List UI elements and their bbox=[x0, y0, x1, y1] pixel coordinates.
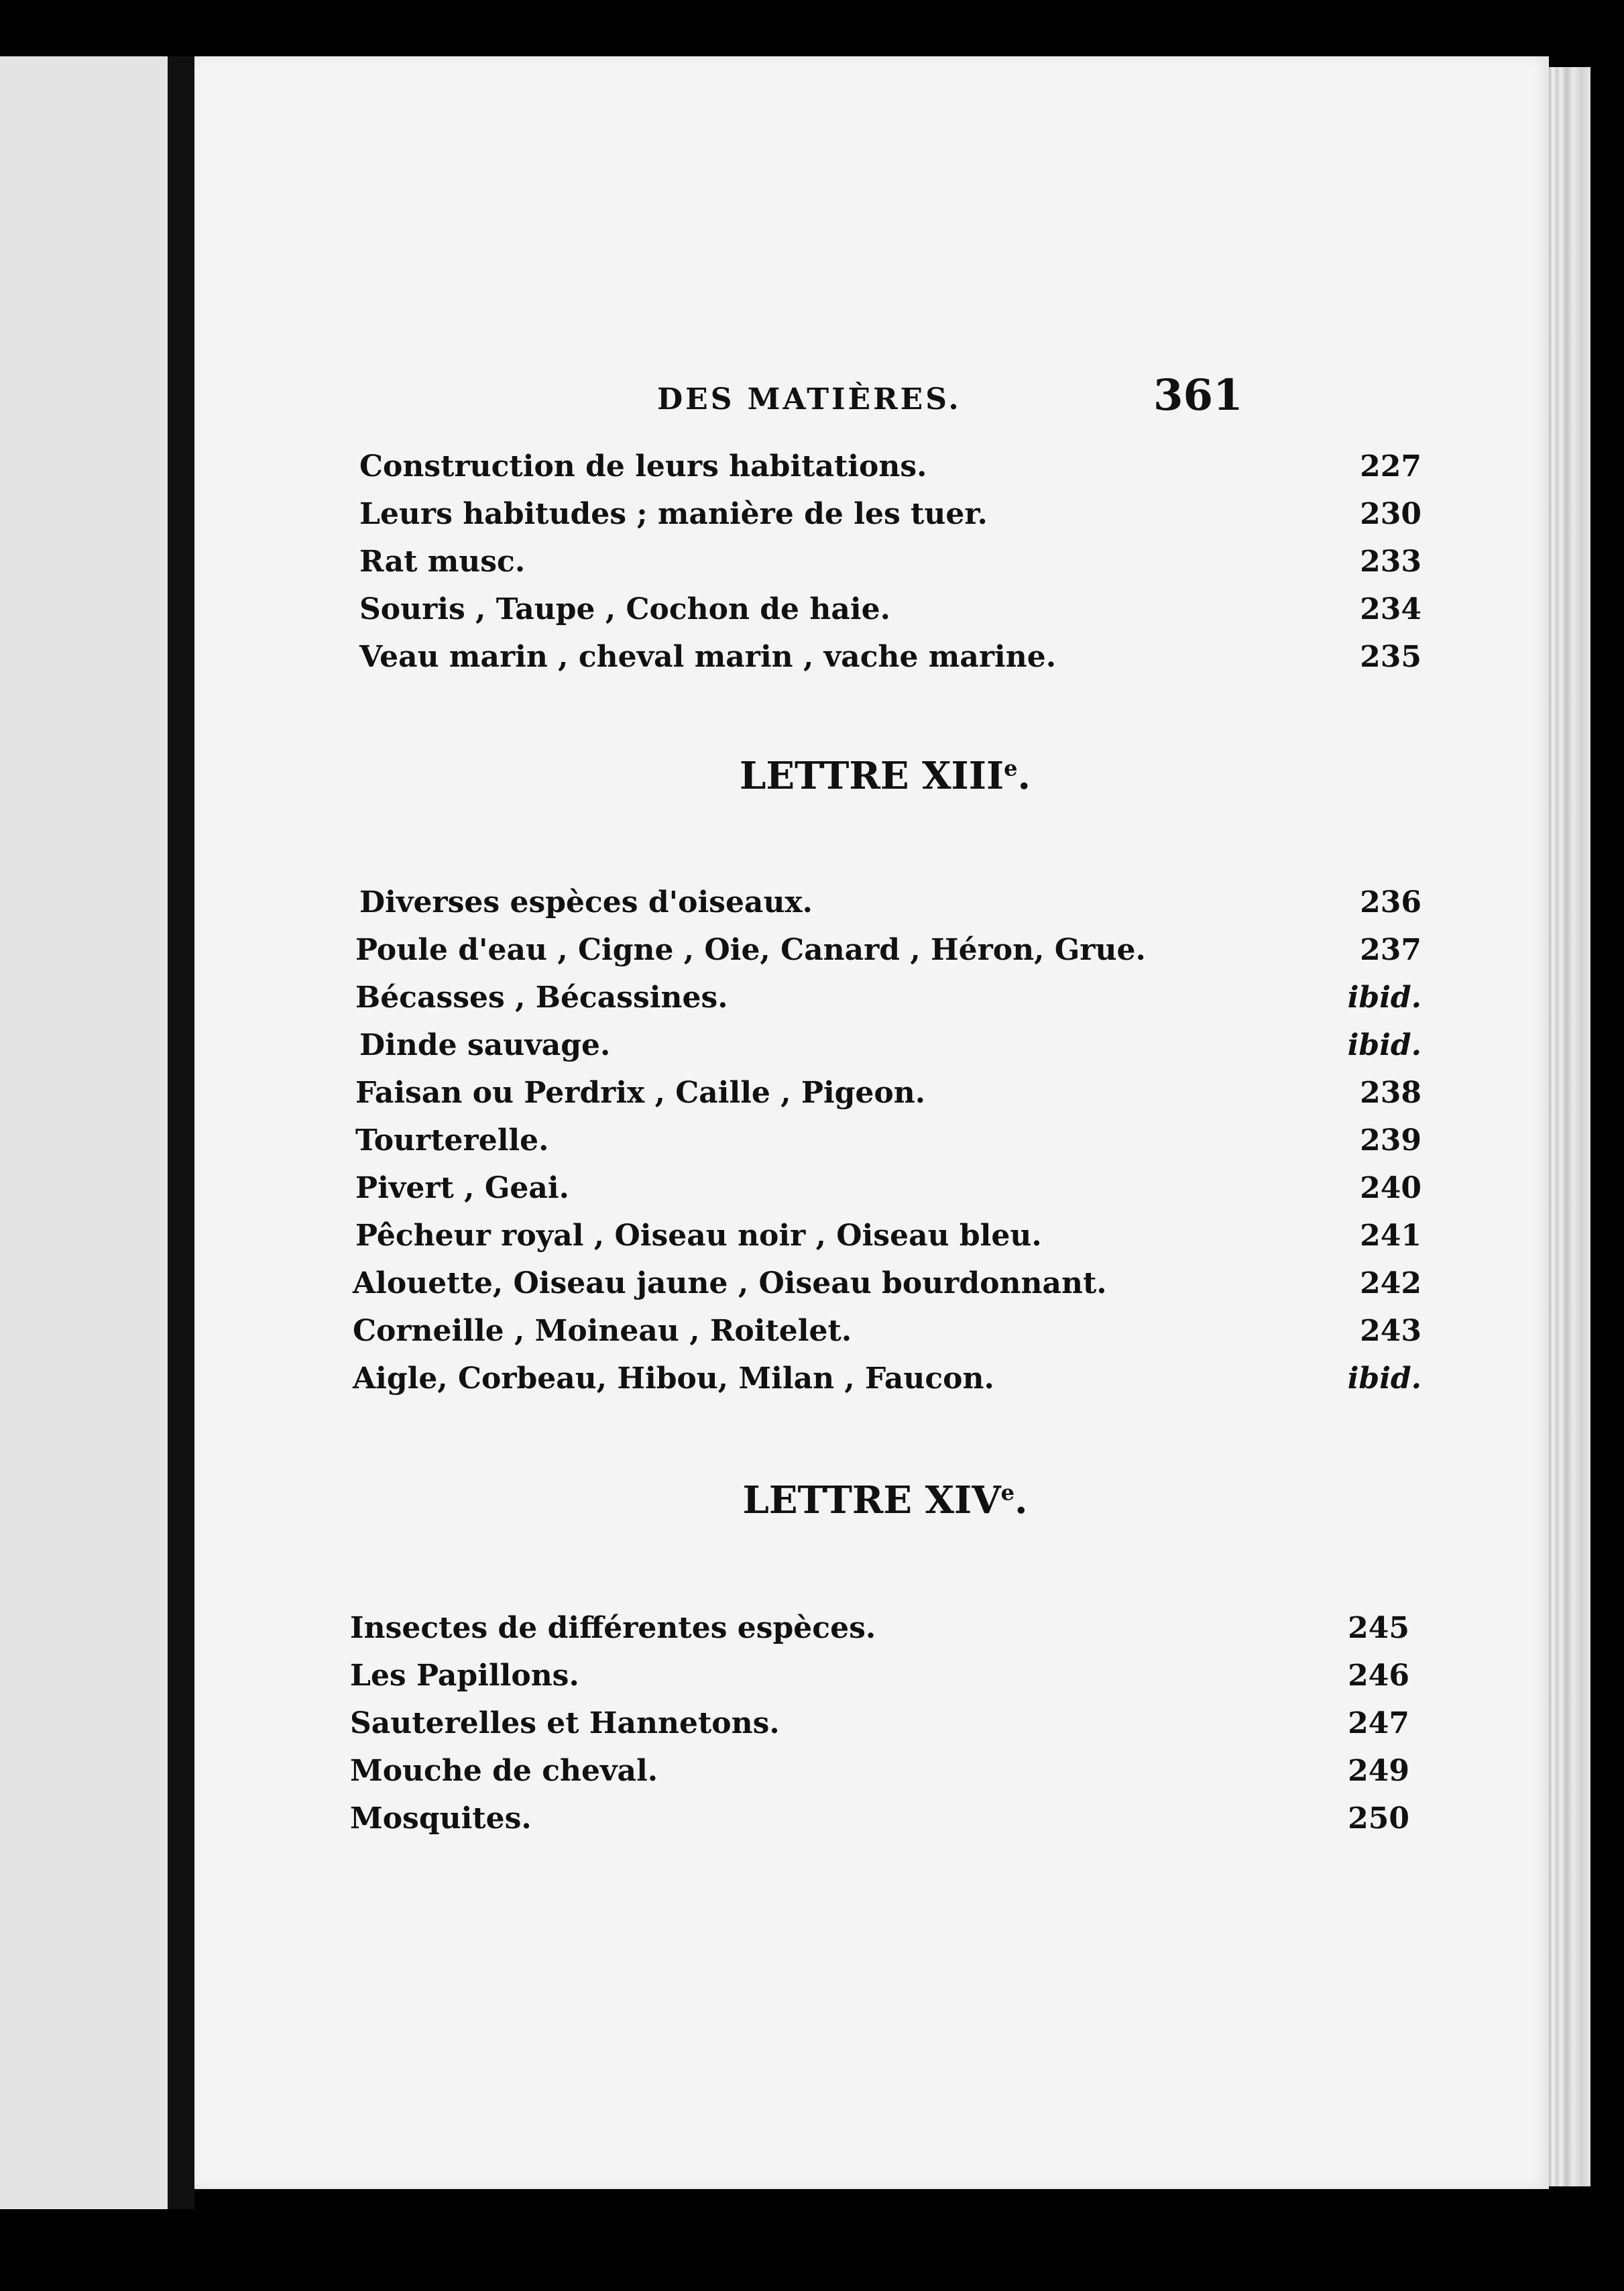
toc-entry-page: 249 bbox=[1348, 1754, 1409, 1788]
toc-entry-page: 245 bbox=[1348, 1611, 1409, 1645]
book-gutter bbox=[168, 56, 194, 2209]
toc-entry-page: 227 bbox=[1360, 449, 1422, 484]
toc-entry bbox=[359, 640, 1422, 680]
toc-entry-page: 250 bbox=[1348, 1801, 1409, 1836]
toc-entry bbox=[350, 1611, 1409, 1651]
toc-entry bbox=[350, 1754, 1409, 1794]
toc-entry-page: 242 bbox=[1360, 1266, 1422, 1300]
toc-entry-page: 241 bbox=[1360, 1219, 1422, 1253]
page-header bbox=[194, 370, 1549, 424]
toc-entry-text: Mosquites. bbox=[350, 1801, 532, 1836]
toc-entry-text: Les Papillons. bbox=[350, 1659, 579, 1693]
toc-entry bbox=[355, 981, 1422, 1021]
toc-entry-text: Souris , Taupe , Cochon de haie. bbox=[359, 592, 890, 626]
toc-entry-text: Rat musc. bbox=[359, 545, 526, 579]
toc-entry bbox=[359, 545, 1422, 585]
section-heading-text: LETTRE XIII bbox=[739, 754, 1004, 798]
toc-entry-text: Dinde sauvage. bbox=[359, 1028, 611, 1062]
toc-entry bbox=[350, 1659, 1409, 1699]
toc-entry-text: Alouette, Oiseau jaune , Oiseau bourdonnant. bbox=[353, 1266, 1107, 1300]
toc-entry-page: 240 bbox=[1360, 1171, 1422, 1205]
toc-entry-text: Aigle, Corbeau, Hibou, Milan , Faucon. bbox=[353, 1361, 994, 1396]
toc-entry-page: 234 bbox=[1360, 592, 1422, 626]
toc-entry bbox=[350, 1801, 1409, 1842]
toc-entry-page: 243 bbox=[1360, 1314, 1422, 1348]
toc-entry bbox=[350, 1706, 1409, 1746]
toc-entry bbox=[359, 497, 1422, 537]
toc-entry bbox=[353, 1266, 1422, 1306]
section-heading-suffix: e bbox=[1004, 755, 1018, 781]
toc-entry-text: Poule d'eau , Cigne , Oie, Canard , Héron, Grue. bbox=[355, 933, 1146, 967]
toc-entry-text: Mouche de cheval. bbox=[350, 1754, 658, 1788]
toc-entry-page: ibid. bbox=[1347, 981, 1422, 1015]
toc-entry-text: Faisan ou Perdrix , Caille , Pigeon. bbox=[355, 1076, 926, 1110]
toc-entry-page: 236 bbox=[1360, 885, 1422, 919]
toc-entry-text: Insectes de différentes espèces. bbox=[350, 1611, 876, 1645]
toc-entry-text: Diverses espèces d'oiseaux. bbox=[359, 885, 813, 919]
toc-entry-text: Tourterelle. bbox=[355, 1123, 549, 1158]
page-stack-edge bbox=[1549, 67, 1590, 2186]
toc-entry-page: 239 bbox=[1360, 1123, 1422, 1158]
toc-entry-page: 237 bbox=[1360, 933, 1422, 967]
toc-entry-text: Veau marin , cheval marin , vache marine. bbox=[359, 640, 1057, 674]
book-page bbox=[194, 56, 1549, 2189]
section-heading-suffix: e bbox=[1000, 1479, 1015, 1506]
toc-entry-text: Construction de leurs habitations. bbox=[359, 449, 927, 484]
toc-entry-page: 230 bbox=[1360, 497, 1422, 531]
toc-entry bbox=[355, 1219, 1422, 1259]
toc-entry-page: 235 bbox=[1360, 640, 1422, 674]
toc-entry-text: Sauterelles et Hannetons. bbox=[350, 1706, 780, 1740]
toc-entry bbox=[353, 1361, 1422, 1402]
toc-entry-text: Pêcheur royal , Oiseau noir , Oiseau bleu. bbox=[355, 1219, 1042, 1253]
section-heading-lettre-xiii: LETTRE XIIIe. bbox=[739, 754, 1031, 798]
toc-entry-page: 246 bbox=[1348, 1659, 1409, 1693]
section-heading-lettre-xiv: LETTRE XIVe. bbox=[742, 1478, 1028, 1522]
toc-entry bbox=[359, 1028, 1422, 1068]
toc-entry bbox=[355, 933, 1422, 973]
toc-entry-text: Leurs habitudes ; manière de les tuer. bbox=[359, 497, 988, 531]
toc-entry bbox=[355, 1076, 1422, 1116]
toc-entry-page: 238 bbox=[1360, 1076, 1422, 1110]
toc-entry-page: 247 bbox=[1348, 1706, 1409, 1740]
running-title: DES MATIÈRES. bbox=[657, 382, 962, 416]
toc-entry-text: Corneille , Moineau , Roitelet. bbox=[353, 1314, 852, 1348]
toc-entry bbox=[359, 885, 1422, 926]
toc-entry bbox=[359, 592, 1422, 632]
toc-entry-text: Bécasses , Bécassines. bbox=[355, 981, 728, 1015]
toc-entry-page: ibid. bbox=[1347, 1028, 1422, 1062]
toc-entry-page: 233 bbox=[1360, 545, 1422, 579]
toc-entry-page: ibid. bbox=[1347, 1361, 1422, 1396]
page-number: 361 bbox=[1153, 370, 1243, 421]
toc-entry bbox=[359, 449, 1422, 490]
facing-page-edge bbox=[0, 56, 168, 2209]
toc-entry bbox=[355, 1171, 1422, 1211]
toc-entry-text: Pivert , Geai. bbox=[355, 1171, 569, 1205]
section-heading-text: LETTRE XIV bbox=[742, 1478, 1001, 1522]
toc-entry bbox=[355, 1123, 1422, 1164]
toc-entry bbox=[353, 1314, 1422, 1354]
